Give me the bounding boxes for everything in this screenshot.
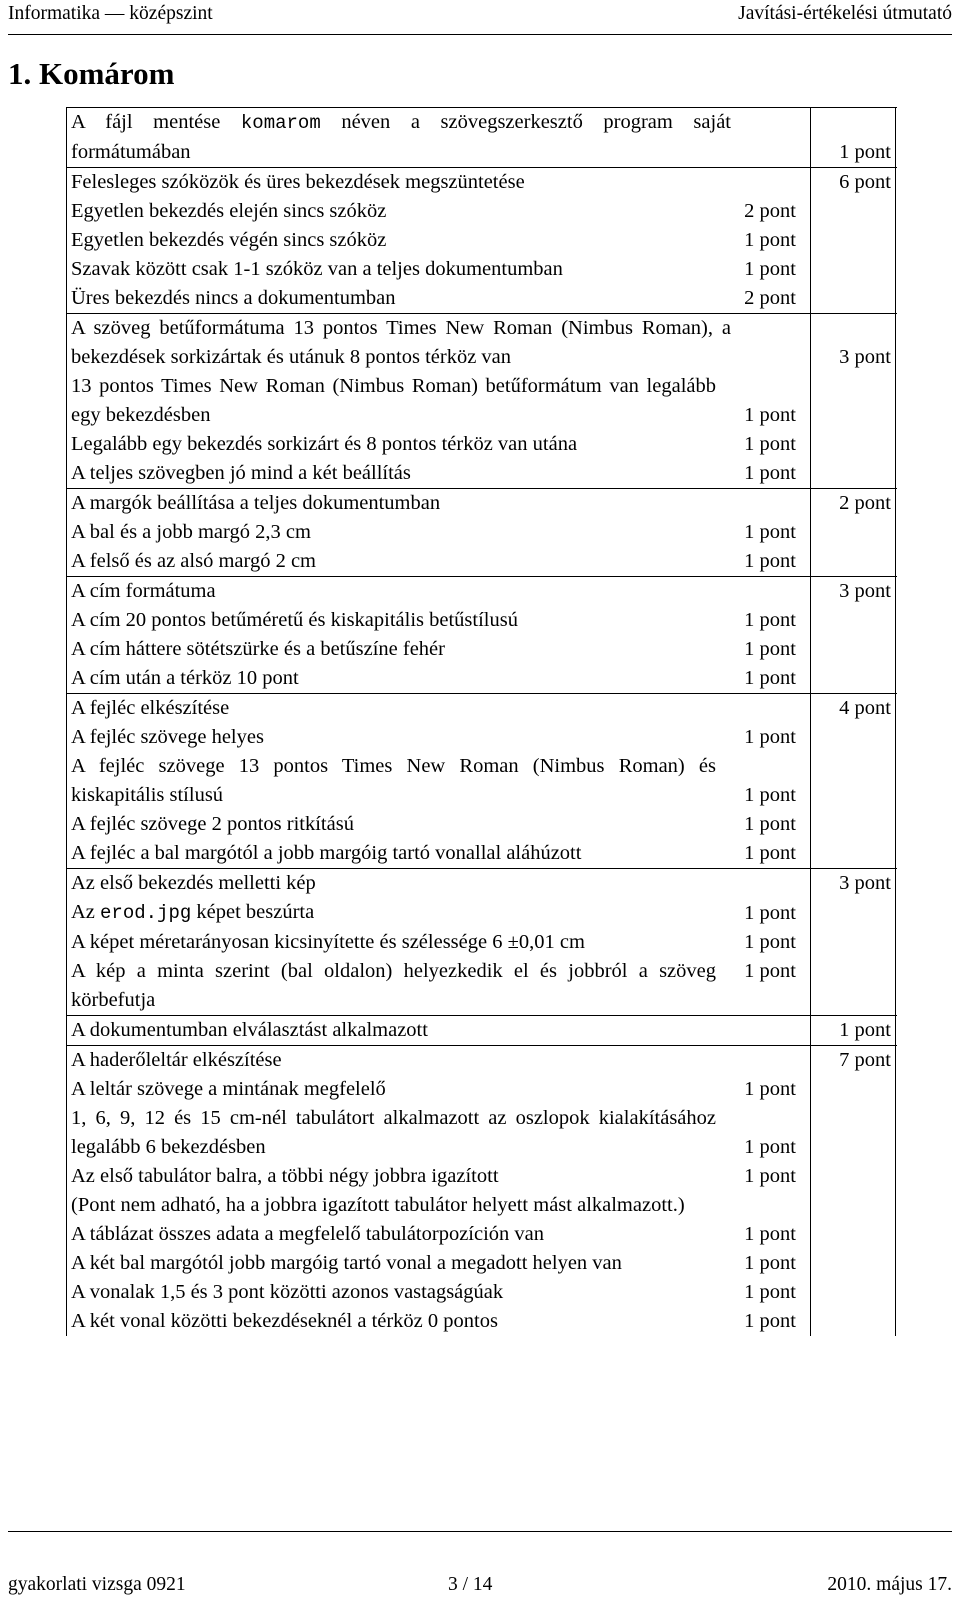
sub-criterion-points: 1 pont bbox=[744, 433, 796, 455]
criterion-block bbox=[66, 868, 897, 1015]
criterion-text-part: A fájl mentése bbox=[71, 111, 241, 133]
sub-criterion-text: A felső és az alsó margó 2 cm bbox=[71, 550, 316, 572]
sub-criterion-text: A fejléc szövege 2 pontos ritkítású bbox=[71, 813, 354, 835]
sub-criterion-text: A vonalak 1,5 és 3 pont közötti azonos vastagságúak bbox=[71, 1281, 504, 1303]
sub-criterion-points: 1 pont bbox=[744, 462, 796, 484]
criterion-main-row bbox=[66, 577, 897, 606]
sub-criterion-points: 1 pont bbox=[744, 1281, 796, 1303]
criterion-text: Felesleges szóközök és üres bekezdések megszüntetése bbox=[71, 171, 525, 193]
criterion-points: 1 pont bbox=[839, 1019, 891, 1041]
criterion-text-part: néven a szövegszerkesztő program saját formátumában bbox=[71, 111, 737, 163]
sub-criterion-text: A fejléc szövege 13 pontos Times New Roman (Nimbus Roman) és kiskapitális stílusú bbox=[71, 755, 722, 806]
sub-criterion-row bbox=[66, 1307, 897, 1336]
sub-criterion-row bbox=[66, 898, 897, 928]
sub-criterion-points: 1 pont bbox=[744, 813, 796, 835]
criterion-text: A fejléc elkészítése bbox=[71, 697, 230, 719]
criterion-text: A dokumentumban elválasztást alkalmazott bbox=[71, 1019, 428, 1041]
sub-criterion-points: 1 pont bbox=[744, 667, 796, 689]
sub-criterion-points: 1 pont bbox=[744, 1252, 796, 1274]
sub-criterion-text: A cím 20 pontos betűméretű és kiskapitális betűstílusú bbox=[71, 609, 518, 631]
criterion-main-row bbox=[66, 1016, 897, 1045]
sub-criterion-points: 1 pont bbox=[744, 931, 796, 953]
filename: erod.jpg bbox=[100, 902, 192, 924]
criterion-block bbox=[66, 107, 897, 167]
scoring-table bbox=[66, 107, 897, 1336]
criterion-points: 3 pont bbox=[839, 872, 891, 894]
criterion-text: A szöveg betűformátuma 13 pontos Times New Roman (Nimbus Roman), a bekezdések sorkizártak és utánuk 8 pontos térköz van bbox=[71, 317, 737, 368]
sub-criterion-points: 1 pont bbox=[744, 1165, 796, 1187]
sub-criterion-points: 1 pont bbox=[744, 258, 796, 280]
sub-criterion-text: A cím után a térköz 10 pont bbox=[71, 667, 299, 689]
sub-criterion-points: 1 pont bbox=[744, 404, 796, 426]
criterion-text bbox=[66, 108, 737, 167]
sub-criterion-points: 1 pont bbox=[744, 1136, 796, 1158]
sub-criterion-text bbox=[66, 898, 716, 928]
sub-criterion-text-part: Az bbox=[71, 901, 101, 923]
sub-criterion-row bbox=[66, 928, 897, 957]
sub-criterion-text: Legalább egy bekezdés sorkizárt és 8 pontos térköz van utána bbox=[71, 433, 578, 455]
sub-criterion-row bbox=[66, 606, 897, 635]
criterion-points: 7 pont bbox=[839, 1049, 891, 1071]
sub-criterion-text: A bal és a jobb margó 2,3 cm bbox=[71, 521, 311, 543]
sub-criterion-row bbox=[66, 1191, 897, 1220]
sub-criterion-points: 1 pont bbox=[744, 1078, 796, 1100]
criterion-block bbox=[66, 488, 897, 576]
criterion-text: A cím formátuma bbox=[71, 580, 216, 602]
criterion-points: 4 pont bbox=[839, 697, 891, 719]
sub-criterion-points: 1 pont bbox=[744, 1223, 796, 1245]
sub-criterion-row bbox=[66, 1075, 897, 1104]
criterion-points: 3 pont bbox=[839, 346, 891, 368]
criterion-main-row bbox=[66, 168, 897, 197]
criterion-main-row bbox=[66, 869, 897, 898]
sub-criterion-points: 1 pont bbox=[744, 842, 796, 864]
sub-criterion-row bbox=[66, 197, 897, 226]
sub-criterion-row bbox=[66, 1220, 897, 1249]
criterion-main-row bbox=[66, 694, 897, 723]
sub-criterion-row bbox=[66, 957, 897, 1015]
sub-criterion-row bbox=[66, 372, 897, 430]
sub-criterion-row bbox=[66, 1104, 897, 1162]
criterion-points: 6 pont bbox=[839, 171, 891, 193]
criterion-block bbox=[66, 693, 897, 868]
sub-criterion-text: A fejléc szövege helyes bbox=[71, 726, 264, 748]
sub-criterion-row bbox=[66, 839, 897, 868]
sub-criterion-row bbox=[66, 1249, 897, 1278]
sub-criterion-points: 1 pont bbox=[744, 726, 796, 748]
criterion-block bbox=[66, 1015, 897, 1045]
sub-criterion-text: Egyetlen bekezdés végén sincs szóköz bbox=[71, 229, 387, 251]
criterion-block bbox=[66, 1045, 897, 1336]
footer-page-number: 3 / 14 bbox=[448, 1574, 493, 1595]
sub-criterion-points: 1 pont bbox=[744, 550, 796, 572]
criterion-points: 3 pont bbox=[839, 580, 891, 602]
criterion-text: Az első bekezdés melletti kép bbox=[71, 872, 316, 894]
sub-criterion-text: Üres bekezdés nincs a dokumentumban bbox=[71, 287, 396, 309]
criterion-main-row bbox=[66, 489, 897, 518]
sub-criterion-row bbox=[66, 752, 897, 810]
sub-criterion-row bbox=[66, 635, 897, 664]
sub-criterion-text: Egyetlen bekezdés elején sincs szóköz bbox=[71, 200, 387, 222]
sub-criterion-text: A fejléc a bal margótól a jobb margóig tartó vonallal aláhúzott bbox=[71, 842, 582, 864]
footer-exam: gyakorlati vizsga 0921 bbox=[8, 1574, 186, 1595]
sub-criterion-text: A táblázat összes adata a megfelelő tabulátorpozíción van bbox=[71, 1223, 545, 1245]
sub-criterion-text: A cím háttere sötétszürke és a betűszíne fehér bbox=[71, 638, 445, 660]
criterion-main-row bbox=[66, 314, 897, 372]
sub-criterion-text: 1, 6, 9, 12 és 15 cm-nél tabulátort alkalmazott az oszlopok kialakításához legalább 6 bekezdésben bbox=[71, 1107, 722, 1158]
criterion-points: 1 pont bbox=[839, 141, 891, 163]
sub-criterion-points: 1 pont bbox=[744, 960, 796, 982]
sub-criterion-points: 1 pont bbox=[744, 784, 796, 806]
sub-criterion-text-part: képet beszúrta bbox=[191, 901, 315, 923]
sub-criterion-text: A leltár szövege a mintának megfelelő bbox=[71, 1078, 386, 1100]
sub-criterion-row bbox=[66, 1162, 897, 1191]
sub-criterion-row bbox=[66, 547, 897, 576]
section-title: 1. Komárom bbox=[8, 56, 175, 91]
sub-criterion-text: Az első tabulátor balra, a többi négy jobbra igazított bbox=[71, 1165, 499, 1187]
sub-criterion-points: 1 pont bbox=[744, 229, 796, 251]
sub-criterion-row bbox=[66, 430, 897, 459]
sub-criterion-points: 1 pont bbox=[744, 521, 796, 543]
footer-date: 2010. május 17. bbox=[827, 1574, 952, 1595]
criterion-main-row bbox=[66, 108, 897, 167]
page-footer bbox=[8, 1531, 952, 1595]
header-doc-type: Javítási-értékelési útmutató bbox=[738, 3, 952, 24]
sub-criterion-row bbox=[66, 1278, 897, 1307]
sub-criterion-row bbox=[66, 284, 897, 313]
sub-criterion-text: 13 pontos Times New Roman (Nimbus Roman) betűformátum van legalább egy bekezdésben bbox=[71, 375, 722, 426]
page-header bbox=[8, 0, 952, 35]
sub-criterion-row bbox=[66, 459, 897, 488]
sub-criterion-text: A két vonal közötti bekezdéseknél a térköz 0 pontos bbox=[71, 1310, 498, 1332]
criterion-block bbox=[66, 167, 897, 313]
sub-criterion-row bbox=[66, 255, 897, 284]
sub-criterion-text: Szavak között csak 1-1 szóköz van a teljes dokumentumban bbox=[71, 258, 563, 280]
sub-criterion-points: 1 pont bbox=[744, 1310, 796, 1332]
sub-criterion-points: 1 pont bbox=[744, 902, 796, 924]
criterion-block bbox=[66, 576, 897, 693]
sub-criterion-row bbox=[66, 226, 897, 255]
sub-criterion-text: A kép a minta szerint (bal oldalon) helyezkedik el és jobbról a szöveg körbefutja bbox=[71, 960, 722, 1011]
criterion-block bbox=[66, 313, 897, 488]
sub-criterion-points: 1 pont bbox=[744, 638, 796, 660]
header-subject: Informatika — középszint bbox=[8, 3, 213, 24]
criterion-points: 2 pont bbox=[839, 492, 891, 514]
sub-criterion-text: A teljes szövegben jó mind a két beállítás bbox=[71, 462, 411, 484]
filename: komarom bbox=[240, 112, 321, 134]
sub-criterion-row bbox=[66, 518, 897, 547]
sub-criterion-row bbox=[66, 810, 897, 839]
criterion-text: A margók beállítása a teljes dokumentumban bbox=[71, 492, 441, 514]
sub-criterion-points: 1 pont bbox=[744, 609, 796, 631]
criterion-text: A haderőleltár elkészítése bbox=[71, 1049, 282, 1071]
sub-criterion-row bbox=[66, 723, 897, 752]
sub-criterion-points: 2 pont bbox=[744, 287, 796, 309]
sub-criterion-text: A képet méretarányosan kicsinyítette és szélessége 6 ±0,01 cm bbox=[71, 931, 585, 953]
sub-criterion-row bbox=[66, 664, 897, 693]
sub-criterion-text: A két bal margótól jobb margóig tartó vonal a megadott helyen van bbox=[71, 1252, 622, 1274]
criterion-main-row bbox=[66, 1046, 897, 1075]
sub-criterion-text: (Pont nem adható, ha a jobbra igazított tabulátor helyett mást alkalmazott.) bbox=[71, 1194, 685, 1216]
sub-criterion-points: 2 pont bbox=[744, 200, 796, 222]
